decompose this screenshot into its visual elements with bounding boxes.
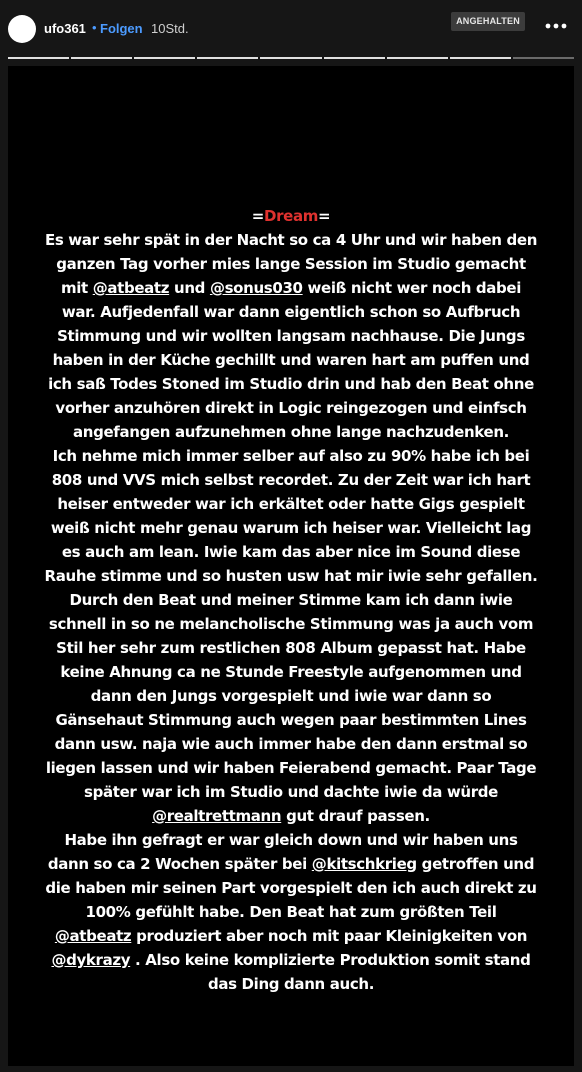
text-line xyxy=(28,468,554,492)
text-line xyxy=(28,516,554,540)
text-line xyxy=(28,372,554,396)
story-paragraph xyxy=(28,228,554,996)
text-fragment: ich saß Todes Stoned im Studio drin und hab den Beat ohne xyxy=(48,375,534,393)
progress-segment xyxy=(387,57,448,59)
text-fragment: ganzen Tag vorher mies lange Session im Studio gemacht xyxy=(56,255,526,273)
text-line xyxy=(28,828,554,852)
username[interactable]: ufo361 xyxy=(44,21,86,36)
text-line xyxy=(28,396,554,420)
text-line xyxy=(28,924,554,948)
text-fragment: produziert aber noch mit paar Kleinigkeiten von xyxy=(131,927,528,945)
text-fragment: Es war sehr spät in der Nacht so ca 4 Uhr und wir haben den xyxy=(44,231,538,249)
story-content[interactable] xyxy=(8,66,574,1066)
story-title: =Dream= xyxy=(251,207,331,225)
text-line xyxy=(28,420,554,444)
progress-segment xyxy=(8,57,69,59)
text-fragment: Durch den Beat und meiner Stimme kam ich dann iwie xyxy=(69,591,513,609)
text-line xyxy=(28,708,554,732)
progress-segment xyxy=(134,57,195,59)
text-line xyxy=(28,684,554,708)
mention-link[interactable]: @atbeatz xyxy=(54,927,132,945)
post-time: 10Std. xyxy=(151,21,189,36)
progress-segment xyxy=(513,57,574,59)
mention-link[interactable]: @realtrettmann xyxy=(152,807,282,825)
title-word: Dream xyxy=(263,207,319,225)
progress-segment xyxy=(71,57,132,59)
text-fragment: 100% gefühlt habe. Den Beat hat zum größten Teil xyxy=(85,903,497,921)
text-line xyxy=(28,612,554,636)
avatar[interactable] xyxy=(8,15,36,43)
text-fragment: dann den Jungs vorgespielt und iwie war dann so xyxy=(90,687,492,705)
text-fragment: das Ding dann auch. xyxy=(207,975,375,993)
story-progress-bar xyxy=(8,57,574,60)
separator-dot: • xyxy=(92,20,97,35)
text-line xyxy=(28,756,554,780)
text-fragment: es auch am lean. Iwie kam das aber nice im Sound diese xyxy=(61,543,521,561)
text-fragment: schnell in so ne melancholische Stimmung was ja auch vom xyxy=(48,615,534,633)
text-fragment: war. Aufjedenfall war dann eigentlich schon so Aufbruch xyxy=(61,303,521,321)
text-fragment: 808 und VVS mich selbst recordet. Zu der Zeit war ich hart xyxy=(51,471,531,489)
text-fragment: später war ich im Studio und dachte iwie da würde xyxy=(84,783,498,801)
text-fragment: Habe ihn gefragt er war gleich down und wir haben uns xyxy=(64,831,518,849)
progress-segment xyxy=(260,57,321,59)
text-fragment: keine Ahnung ca ne Stunde Freestyle aufgenommen und xyxy=(60,663,522,681)
text-line xyxy=(28,540,554,564)
story-header xyxy=(0,0,582,58)
text-line xyxy=(28,852,554,876)
text-line xyxy=(28,660,554,684)
text-fragment: weiß nicht wer noch dabei xyxy=(302,279,522,297)
text-fragment: vorher anzuhören direkt in Logic reingezogen und einfsch xyxy=(55,399,527,417)
progress-segment xyxy=(324,57,385,59)
more-horizontal-icon[interactable] xyxy=(542,20,570,32)
text-fragment: dann so ca 2 Wochen später bei xyxy=(47,855,312,873)
follow-button[interactable]: Folgen xyxy=(100,21,143,36)
text-line xyxy=(28,348,554,372)
text-fragment: gut drauf passen. xyxy=(281,807,430,825)
text-line xyxy=(28,444,554,468)
text-line xyxy=(28,276,554,300)
text-fragment: Rauhe stimme und so husten usw hat mir iwie sehr gefallen. xyxy=(44,567,538,585)
progress-segment xyxy=(450,57,511,59)
text-line xyxy=(28,564,554,588)
text-line xyxy=(28,492,554,516)
text-fragment: heiser entweder war ich erkältet oder hatte Gigs gespielt xyxy=(57,495,525,513)
text-fragment: Ich nehme mich immer selber auf also zu 90% habe ich bei xyxy=(52,447,530,465)
text-line xyxy=(28,300,554,324)
text-line xyxy=(28,804,554,828)
text-fragment: . Also keine komplizierte Produktion somit stand xyxy=(130,951,531,969)
text-line xyxy=(28,636,554,660)
text-fragment: liegen lassen und wir haben Feierabend gemacht. Paar Tage xyxy=(45,759,537,777)
text-line xyxy=(28,732,554,756)
text-fragment: Stimmung und wir wollten langsam nachhause. Die Jungs xyxy=(57,327,525,345)
text-fragment: mit xyxy=(60,279,93,297)
text-fragment: angefangen aufzunehmen ohne lange nachzudenken. xyxy=(73,423,509,441)
text-line xyxy=(28,876,554,900)
text-fragment: haben in der Küche gechillt und waren hart am puffen und xyxy=(52,351,530,369)
text-line xyxy=(28,972,554,996)
text-fragment: dann usw. naja wie auch immer habe den dann erstmal so xyxy=(54,735,528,753)
mention-link[interactable]: @atbeatz xyxy=(92,279,170,297)
story-text xyxy=(28,204,554,996)
paused-badge[interactable]: ANGEHALTEN xyxy=(451,12,525,31)
text-line xyxy=(28,900,554,924)
mention-link[interactable]: @sonus030 xyxy=(209,279,303,297)
text-line xyxy=(28,324,554,348)
text-line xyxy=(28,252,554,276)
text-fragment: die haben mir seinen Part vorgespielt den ich auch direkt zu xyxy=(45,879,537,897)
text-fragment: getroffen und xyxy=(416,855,535,873)
mention-link[interactable]: @kitschkrieg xyxy=(311,855,417,873)
text-fragment: Gänsehaut Stimmung auch wegen paar bestimmten Lines xyxy=(55,711,527,729)
text-fragment: Stil her sehr zum restlichen 808 Album gepasst hat. Habe xyxy=(56,639,526,657)
text-fragment: und xyxy=(169,279,210,297)
text-fragment: weiß nicht mehr genau warum ich heiser war. Vielleicht lag xyxy=(50,519,532,537)
progress-segment xyxy=(197,57,258,59)
text-line xyxy=(28,948,554,972)
mention-link[interactable]: @dykrazy xyxy=(51,951,131,969)
text-line xyxy=(28,588,554,612)
text-line xyxy=(28,780,554,804)
text-line xyxy=(28,228,554,252)
